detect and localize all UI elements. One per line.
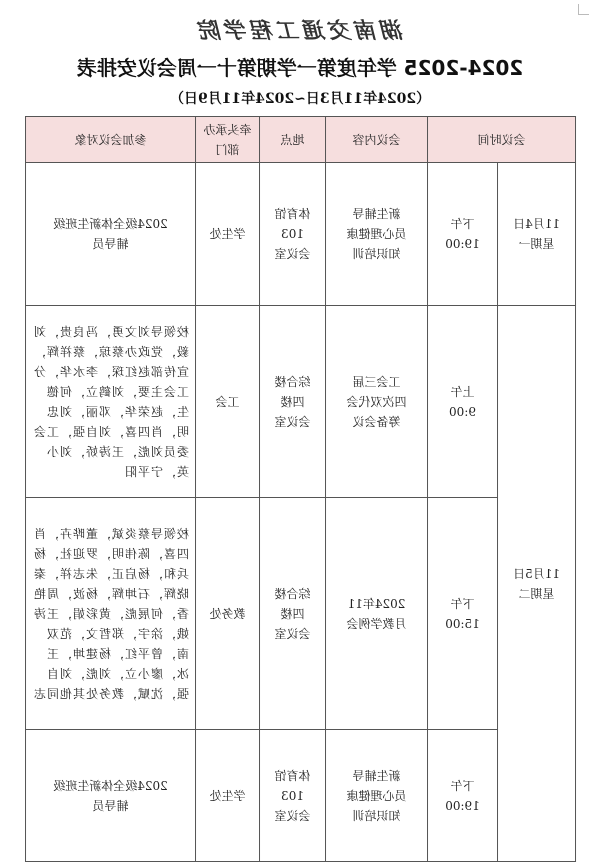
- dept-cell: 学生处: [196, 163, 260, 306]
- table-row: [26, 730, 576, 862]
- place-cell: 综合楼 四楼 会议室: [260, 498, 326, 730]
- table-row: [26, 498, 576, 730]
- date-cell: 11月4日 星期一: [498, 163, 576, 306]
- document-title: 2024-2025 学年度第一学期第十一周会议安排表: [76, 56, 524, 80]
- content-cell: 工会三届 四次双代会 筹备会议: [326, 306, 428, 498]
- date-range: （2024年11月3日~2024年11月9日）: [169, 91, 431, 107]
- dept-cell: 学生处: [196, 730, 260, 862]
- attendees-cell: 2024级全体新生班级 辅导员: [26, 163, 196, 306]
- date-cell: 11月5日 星期二: [498, 306, 576, 862]
- content-cell: 2024年11 月教学例会: [326, 498, 428, 730]
- content-cell: 新生辅导 员心理健康 知识培训: [326, 163, 428, 306]
- header-attendees: 参加会议对象: [26, 117, 196, 163]
- attendees-cell: 校领导蔡炎斌，董晔卉，肖四喜，陈伟明，罗迎社，杨兵和，杨启正，朱志祥，秦晓辉，石坤辉，杨波，周艳香，何展彪，黄彩娟，王涛娥，涂宇，郑哲文，范双南，曾平红，杨建坤，王冰，廖小立，刘彪，刘自强，沈赋，教务处其他同志: [26, 498, 196, 730]
- time-cell: 下午 19:00: [428, 730, 498, 862]
- content-cell: 新生辅导 员心理健康 知识培训: [326, 730, 428, 862]
- time-cell: 下午 19:00: [428, 163, 498, 306]
- meeting-schedule-table: [25, 116, 576, 862]
- place-cell: 综合楼 四楼 会议室: [260, 306, 326, 498]
- time-cell: 上午 9:00: [428, 306, 498, 498]
- table-row: [26, 306, 576, 498]
- header-content: 会议内容: [326, 117, 428, 163]
- place-cell: 体育馆 103 会议室: [260, 730, 326, 862]
- time-cell: 下午 15:00: [428, 498, 498, 730]
- attendees-cell: 2024级全体新生班级 辅导员: [26, 730, 196, 862]
- school-name: 湖南交通工程学院: [196, 18, 405, 44]
- header-place: 地点: [260, 117, 326, 163]
- header-dept: 牵头承办部门: [196, 117, 260, 163]
- dept-cell: 教务处: [196, 498, 260, 730]
- header-row: [26, 117, 576, 163]
- header-time: 会议时间: [428, 117, 576, 163]
- attendees-cell: 校领导刘文勇，冯良贵，刘毅，党政办蔡琼，蔡祥辉，宣传部赵红琛，李水华，分工会主要，刘鹤立，何德生，赵荣华，邓丽，刘忠明，肖四喜，刘自强，工会委员刘彪，王涛娇，刘小英，宁平阳: [26, 306, 196, 498]
- place-cell: 体育馆 103 会议室: [260, 163, 326, 306]
- table-row: [26, 163, 576, 306]
- dept-cell: 工会: [196, 306, 260, 498]
